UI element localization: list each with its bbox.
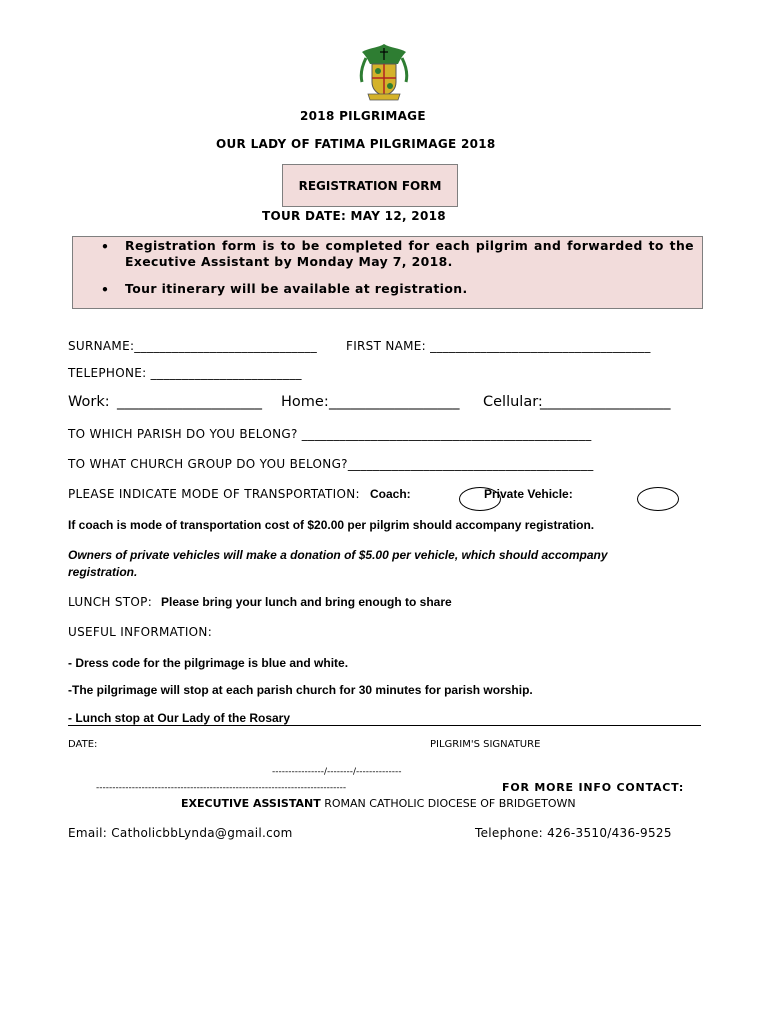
private-vehicle-note-cont: registration. bbox=[68, 565, 138, 579]
telephone-label: TELEPHONE: ________________________ bbox=[68, 366, 302, 380]
bullet-icon: • bbox=[101, 239, 110, 254]
transport-label: PLEASE INDICATE MODE OF TRANSPORTATION: bbox=[68, 487, 360, 501]
surname-label: SURNAME:_____________________________ bbox=[68, 339, 318, 353]
date-line[interactable]: ----------------/--------/-------------- bbox=[272, 767, 402, 777]
parish-field[interactable]: TO WHICH PARISH DO YOU BELONG? ______________________________________________ bbox=[68, 427, 592, 441]
diocese-name: ROMAN CATHOLIC DIOCESE OF BRIDGETOWN bbox=[320, 797, 576, 810]
lunch-label: LUNCH STOP: bbox=[68, 595, 153, 609]
home-label: Home: bbox=[281, 394, 329, 410]
dress-code-note: - Dress code for the pilgrimage is blue and white. bbox=[68, 656, 349, 670]
telephone-field[interactable] bbox=[68, 366, 302, 380]
date-label: DATE: bbox=[68, 739, 98, 750]
more-info-heading: FOR MORE INFO CONTACT: bbox=[502, 781, 685, 794]
stops-note: -The pilgrimage will stop at each parish church for 30 minutes for parish worship. bbox=[68, 683, 533, 697]
private-vehicle-note: Owners of private vehicles will make a donation of $5.00 per vehicle, which should accompany bbox=[68, 548, 608, 562]
notice-box bbox=[72, 236, 703, 309]
private-vehicle-checkbox[interactable] bbox=[637, 487, 679, 511]
useful-heading: USEFUL INFORMATION: bbox=[68, 625, 213, 639]
exec-assistant-line bbox=[181, 797, 576, 810]
signature-label: PILGRIM'S SIGNATURE bbox=[430, 739, 541, 750]
diocese-crest-icon bbox=[352, 42, 416, 102]
home-field[interactable]: __________________ bbox=[329, 394, 460, 410]
registration-form-title: REGISTRATION FORM bbox=[282, 164, 458, 207]
coach-label: Coach: bbox=[370, 487, 411, 501]
heading-title: OUR LADY OF FATIMA PILGRIMAGE 2018 bbox=[216, 137, 496, 151]
work-label: Work: bbox=[68, 394, 110, 410]
private-vehicle-label: Private Vehicle: bbox=[484, 487, 573, 501]
divider bbox=[68, 725, 701, 726]
cellular-field[interactable]: __________________ bbox=[540, 394, 671, 410]
signature-line[interactable]: ----------------------------------------------------------------------------- bbox=[96, 783, 347, 793]
cellular-label: Cellular: bbox=[483, 394, 543, 410]
surname-field[interactable] bbox=[68, 339, 317, 353]
first-name-label: FIRST NAME: ___________________________________ bbox=[346, 339, 651, 353]
notice-item: Registration form is to be completed for each pilgrim and forwarded to the Executive Assistant by Monday May 7, 2018. bbox=[125, 238, 694, 269]
notice-item: Tour itinerary will be available at registration. bbox=[125, 281, 468, 296]
contact-email: Email: CatholicbbLynda@gmail.com bbox=[68, 826, 293, 840]
tour-date: TOUR DATE: MAY 12, 2018 bbox=[262, 209, 446, 223]
coach-cost-note: If coach is mode of transportation cost of $20.00 per pilgrim should accompany registration. bbox=[68, 518, 595, 532]
lunch-stop-note: - Lunch stop at Our Lady of the Rosary bbox=[68, 711, 291, 725]
work-field[interactable]: ____________________ bbox=[117, 394, 262, 410]
lunch-text: Please bring your lunch and bring enough to share bbox=[161, 595, 452, 609]
contact-phone: Telephone: 426-3510/436-9525 bbox=[475, 826, 672, 840]
exec-assistant-title: EXECUTIVE ASSISTANT bbox=[181, 797, 321, 810]
first-name-field[interactable] bbox=[346, 339, 651, 353]
church-group-field[interactable]: TO WHAT CHURCH GROUP DO YOU BELONG?_______________________________________ bbox=[68, 457, 594, 471]
bullet-icon: • bbox=[101, 282, 110, 297]
coach-checkbox[interactable] bbox=[459, 487, 501, 511]
heading-year: 2018 PILGRIMAGE bbox=[300, 109, 426, 123]
